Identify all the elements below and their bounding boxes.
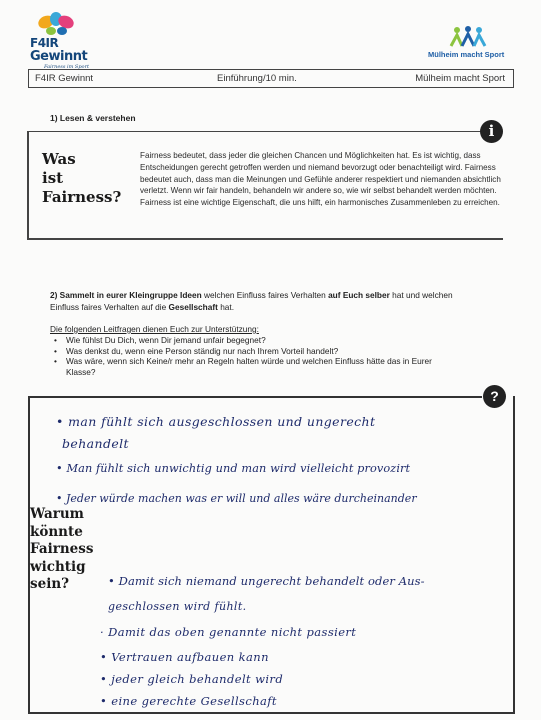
handwritten-line: geschlossen wird fühlt.	[108, 600, 247, 613]
handwritten-line: behandelt	[62, 436, 129, 451]
handwritten-line: • Damit sich niemand ungerecht behandelt oder Aus-	[108, 574, 425, 588]
muelheim-logo	[420, 26, 520, 66]
intro-part-c: auf Euch selber	[328, 290, 390, 300]
f4ir-logo	[30, 12, 110, 70]
guide-question: • Was wäre, wenn sich Keine/r mehr an Regeln halten würde und welchen Einfluss hätte das in Eurer Klasse?	[54, 356, 454, 377]
intro-part-a: 2) Sammelt in eurer Kleingruppe Ideen	[50, 290, 202, 300]
butterfly-icon	[36, 12, 76, 38]
guide-question: • Was denkst du, wenn eine Person ständig nur nach Ihrem Vorteil handelt?	[54, 346, 454, 357]
question-icon: ?	[483, 385, 506, 408]
handwritten-line: • Jeder würde machen was er will und alles wäre durcheinander	[56, 492, 417, 505]
handwritten-line: · Damit das oben genannte nicht passiert	[100, 625, 357, 639]
intro-part-f: hat.	[217, 301, 235, 312]
handwritten-line: • eine gerechte Gesellschaft	[100, 694, 277, 708]
guide-question: • Wie fühlst Du Dich, wenn Dir jemand unfair begegnet?	[54, 335, 454, 346]
handwritten-line: • Man fühlt sich unwichtig und man wird vielleicht provozirt	[56, 462, 411, 475]
section1-text: Fairness bedeutet, dass jeder die gleichen Chancen und Möglichkeiten hat. Es ist wichtig, dass Entscheidungen gerecht getroffen werden und niemand bevorzugt oder benachteiligt wird. Fairness bedeutet auch, dass man die Meinungen und Gefühle anderer respektiert und niemanden absichtlich verletzt. Wenn wir fair handeln, behandeln wir andere so, wie wir selbst behandelt werden möchten. Fairness ist eine wichtige Eigenschaft, die uns hilft, ein harmonisches Zusammenleben zu erreichen.	[140, 151, 501, 208]
section1-title: 1) Lesen & verstehen	[50, 113, 136, 123]
muelheim-logo-text: Mülheim macht Sport	[428, 50, 505, 59]
intro-part-d: hat und welchen Einfluss faires Verhalten auf die	[50, 290, 453, 312]
guide-questions-list	[54, 335, 454, 377]
intro-part-e: Gesellschaft	[168, 301, 218, 312]
intro-part-b: welchen Einfluss faires Verhalten	[201, 290, 329, 300]
section2-heading: Warum könnte Fairness wichtig sein?	[30, 506, 94, 592]
figures-icon	[448, 26, 488, 48]
logo-brand-line1: F4IR	[30, 36, 59, 50]
header-left: F4IR Gewinnt	[35, 73, 94, 84]
logo-tagline: Fairness im Sport	[44, 64, 89, 70]
logo-brand-line2: Gewinnt	[30, 49, 88, 64]
section2-intro	[50, 290, 470, 313]
header-right: Mülheim macht Sport	[415, 73, 505, 84]
header-center: Einführung/10 min.	[217, 73, 297, 84]
section1-heading: Was ist Fairness?	[42, 150, 122, 206]
handwritten-line: • man fühlt sich ausgeschlossen und ungerecht	[56, 414, 376, 429]
header-bar	[28, 69, 514, 88]
handwritten-line: • jeder gleich behandelt wird	[100, 672, 284, 686]
info-icon: i	[480, 120, 503, 143]
handwritten-line: • Vertrauen aufbauen kann	[100, 650, 269, 664]
guide-questions-title: Die folgenden Leitfragen dienen Euch zur Unterstützung:	[50, 324, 259, 334]
